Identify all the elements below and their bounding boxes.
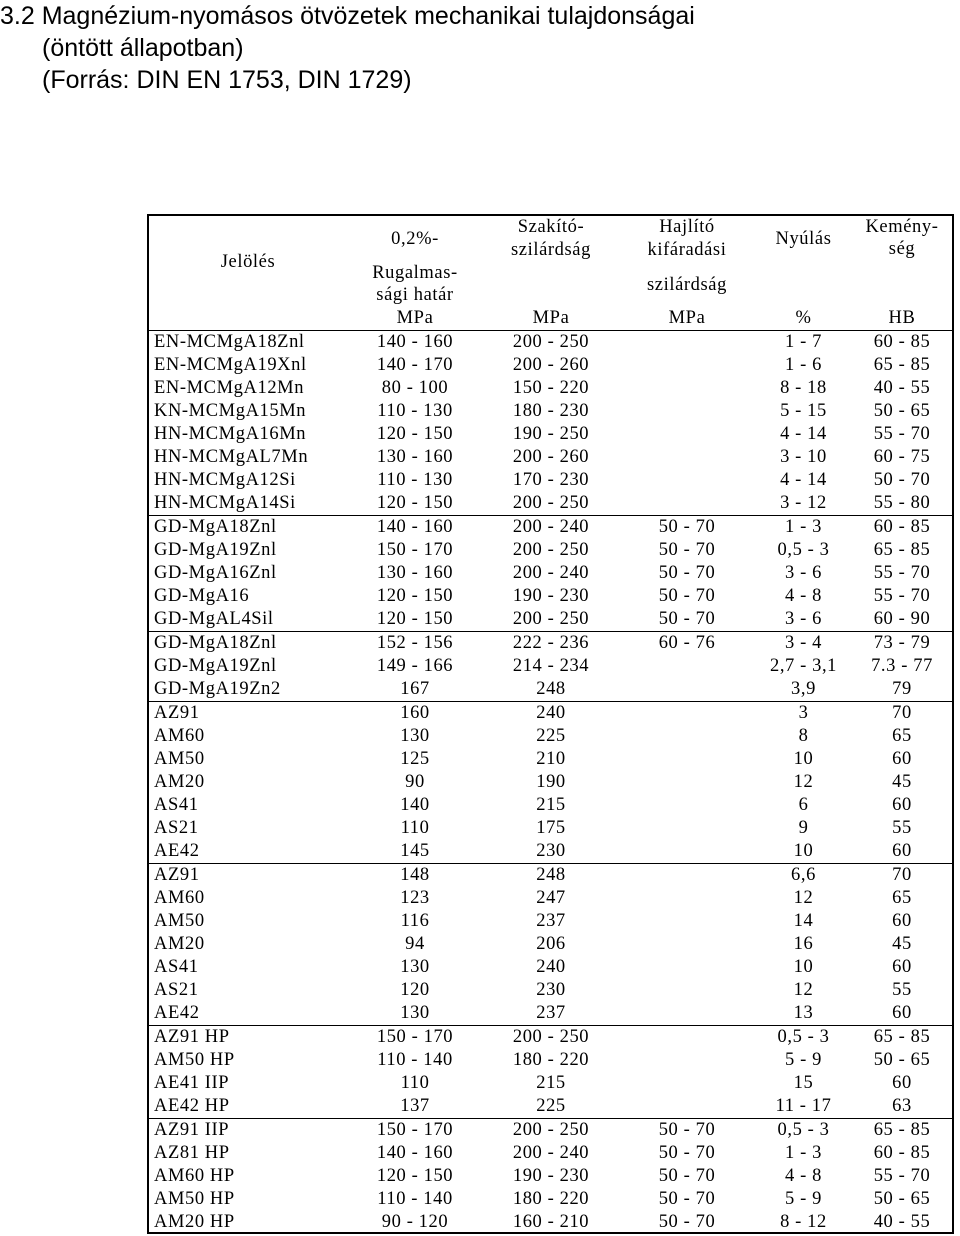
cell-fatigue-strength (619, 1072, 755, 1095)
cell-hardness: 65 - 85 (873, 355, 931, 375)
cell-hardness: 60 (892, 749, 912, 769)
cell-hardness: 40 - 55 (873, 1212, 931, 1232)
table-row (149, 1049, 952, 1072)
cell-yield-strength: 94 (405, 934, 425, 954)
cell-designation: GD-MgA19Znl (154, 540, 277, 560)
cell-yield-strength: 110 - 130 (377, 401, 453, 421)
cell-tensile-strength: 230 (536, 980, 566, 1000)
header-hajlito-bottom: szilárdság (647, 274, 727, 295)
cell-elongation: 3 - 6 (785, 609, 822, 629)
cell-designation: AM50 HP (154, 1050, 235, 1070)
cell-designation: AZ81 HP (154, 1143, 230, 1163)
cell-designation: EN-MCMgA12Mn (154, 378, 305, 398)
cell-designation: AM50 HP (154, 1189, 235, 1209)
cell-designation: AE41 IIP (154, 1073, 230, 1093)
unit-nyulas: % (755, 308, 852, 331)
cell-tensile-strength: 200 - 250 (483, 1119, 619, 1143)
table-row (149, 933, 952, 956)
cell-yield-strength: 130 - 160 (376, 447, 454, 467)
cell-designation: HN-MCMgA14Si (154, 493, 296, 513)
cell-tensile-strength: 200 - 240 (512, 563, 590, 583)
cell-elongation: 10 (793, 841, 814, 861)
cell-tensile-strength: 200 - 240 (483, 516, 619, 540)
cell-elongation: 3,9 (791, 679, 816, 699)
cell-tensile-strength: 210 (536, 749, 566, 769)
header-nyulas: Nyúlás (775, 229, 832, 249)
cell-hardness: 55 - 70 (873, 563, 931, 583)
cell-fatigue-strength: 50 - 70 (658, 1166, 716, 1186)
table-row (149, 1188, 952, 1211)
cell-designation: EN-MCMgA19Xnl (154, 355, 307, 375)
cell-hardness: 70 (852, 702, 952, 726)
cell-hardness: 60 - 75 (873, 447, 931, 467)
cell-hardness: 55 (892, 980, 912, 1000)
cell-tensile-strength: 200 - 250 (483, 331, 619, 355)
cell-hardness: 65 - 85 (873, 540, 931, 560)
cell-hardness: 70 (852, 864, 952, 888)
table-row (149, 1072, 952, 1095)
cell-elongation: 0,5 - 3 (777, 540, 830, 560)
cell-fatigue-strength (619, 1049, 755, 1072)
header-rugalmassagi-text: Rugalmas- sági határ (372, 263, 458, 305)
cell-elongation: 8 - 18 (780, 378, 827, 398)
cell-yield-strength: 160 (347, 702, 483, 726)
cell-tensile-strength: 200 - 250 (512, 540, 590, 560)
table-row (149, 864, 952, 888)
cell-hardness: 7.3 - 77 (871, 656, 933, 676)
table-row (149, 1142, 952, 1165)
cell-tensile-strength: 180 - 230 (512, 401, 590, 421)
table-body (149, 331, 952, 1235)
cell-tensile-strength: 190 - 230 (512, 586, 590, 606)
cell-hardness: 60 - 90 (873, 609, 931, 629)
cell-yield-strength: 120 - 150 (376, 1166, 454, 1186)
table-row (149, 794, 952, 817)
cell-yield-strength: 120 - 150 (376, 586, 454, 606)
cell-elongation: 12 (793, 980, 814, 1000)
cell-yield-strength: 167 (400, 679, 430, 699)
cell-tensile-strength: 190 - 230 (512, 1166, 590, 1186)
cell-yield-strength: 110 - 140 (377, 1050, 453, 1070)
cell-tensile-strength: 200 - 250 (483, 1026, 619, 1050)
cell-hardness: 45 (892, 934, 912, 954)
cell-hardness: 65 (892, 888, 912, 908)
cell-fatigue-strength: 50 - 70 (619, 1119, 755, 1143)
header-kemenyseg (852, 216, 952, 308)
cell-elongation: 4 - 14 (780, 424, 827, 444)
unit-kemenyseg: HB (852, 308, 952, 331)
cell-designation: GD-MgAL4Sil (154, 609, 274, 629)
cell-designation: AM20 HP (154, 1212, 235, 1232)
table-row (149, 1165, 952, 1188)
cell-tensile-strength: 200 - 250 (512, 609, 590, 629)
table-row (149, 632, 952, 656)
table-row (149, 400, 952, 423)
cell-elongation: 8 - 12 (780, 1212, 827, 1232)
cell-fatigue-strength (619, 354, 755, 377)
cell-fatigue-strength (619, 1095, 755, 1119)
header-hajlito-top (619, 216, 755, 262)
table-row (149, 1095, 952, 1119)
cell-yield-strength: 120 - 150 (376, 493, 454, 513)
cell-yield-strength: 140 - 160 (347, 516, 483, 540)
table-row (149, 725, 952, 748)
cell-designation: AM20 (154, 772, 205, 792)
cell-elongation: 5 - 15 (780, 401, 827, 421)
cell-yield-strength: 110 (400, 1073, 430, 1093)
cell-tensile-strength: 248 (536, 679, 566, 699)
cell-hardness: 60 (892, 911, 912, 931)
cell-hardness: 50 - 65 (873, 1189, 931, 1209)
table-row (149, 1026, 952, 1050)
cell-yield-strength: 145 (400, 841, 430, 861)
cell-tensile-strength: 200 - 260 (512, 447, 590, 467)
page-title: 3.2 Magnézium-nyomásos ötvözetek mechanikai tulajdonságai (0, 2, 695, 30)
cell-yield-strength: 110 - 140 (377, 1189, 453, 1209)
table-row (149, 702, 952, 726)
cell-designation: AZ91 IIP (149, 1119, 347, 1143)
table-row (149, 585, 952, 608)
cell-fatigue-strength (619, 446, 755, 469)
cell-tensile-strength: 247 (536, 888, 566, 908)
cell-tensile-strength: 190 - 250 (512, 424, 590, 444)
cell-designation: AS41 (154, 795, 199, 815)
cell-fatigue-strength: 50 - 70 (658, 1143, 716, 1163)
table-row (149, 446, 952, 469)
cell-designation: KN-MCMgA15Mn (154, 401, 307, 421)
cell-hardness: 55 - 80 (873, 493, 931, 513)
table-row (149, 377, 952, 400)
cell-fatigue-strength (619, 702, 755, 726)
cell-hardness: 65 - 85 (852, 1119, 952, 1143)
table-row (149, 516, 952, 540)
cell-tensile-strength: 215 (536, 795, 566, 815)
cell-fatigue-strength (619, 1026, 755, 1050)
cell-tensile-strength: 160 - 210 (512, 1212, 590, 1232)
cell-designation: HN-MCMgA12Si (154, 470, 296, 490)
cell-yield-strength: 149 - 166 (376, 656, 454, 676)
cell-fatigue-strength: 50 - 70 (658, 540, 716, 560)
table-row (149, 910, 952, 933)
cell-elongation: 4 - 8 (785, 586, 822, 606)
table-row (149, 678, 952, 702)
cell-hardness: 65 - 85 (852, 1026, 952, 1050)
unit-szakito: MPa (483, 308, 619, 331)
cell-yield-strength: 116 (400, 911, 430, 931)
cell-designation: AM60 (154, 888, 205, 908)
cell-yield-strength: 120 (400, 980, 430, 1000)
cell-fatigue-strength (619, 400, 755, 423)
cell-designation: AM50 (154, 749, 205, 769)
header-jeloles: Jelölés (220, 251, 276, 272)
cell-designation: GD-MgA19Znl (154, 656, 277, 676)
cell-fatigue-strength (619, 979, 755, 1002)
cell-designation: AZ91 (149, 702, 347, 726)
cell-tensile-strength: 190 (536, 772, 566, 792)
cell-tensile-strength: 237 (536, 1003, 566, 1023)
table-row (149, 979, 952, 1002)
cell-designation: AE42 (154, 1003, 200, 1023)
cell-designation: AZ91 HP (149, 1026, 347, 1050)
cell-fatigue-strength (619, 678, 755, 702)
cell-yield-strength: 148 (347, 864, 483, 888)
cell-tensile-strength: 200 - 240 (512, 1143, 590, 1163)
header-kemenyseg-text: Kemény- ség (865, 217, 939, 259)
cell-fatigue-strength (619, 910, 755, 933)
table-row (149, 840, 952, 864)
cell-elongation: 9 (798, 818, 809, 838)
table-row (149, 608, 952, 632)
cell-yield-strength: 110 - 130 (377, 470, 453, 490)
cell-fatigue-strength (619, 377, 755, 400)
unit-rugalmassagi: MPa (347, 308, 483, 331)
cell-yield-strength: 125 (400, 749, 430, 769)
cell-elongation: 0,5 - 3 (755, 1026, 852, 1050)
table-row (149, 492, 952, 516)
cell-yield-strength: 150 - 170 (376, 540, 454, 560)
cell-designation: AM60 (154, 726, 205, 746)
cell-elongation: 4 - 14 (780, 470, 827, 490)
cell-designation: EN-MCMgA18Znl (149, 331, 347, 355)
cell-elongation: 10 (793, 957, 814, 977)
table-row (149, 817, 952, 840)
cell-fatigue-strength (619, 331, 755, 355)
cell-hardness: 60 (892, 1073, 912, 1093)
cell-tensile-strength: 225 (536, 726, 566, 746)
cell-elongation: 12 (793, 888, 814, 908)
table-row (149, 1119, 952, 1143)
header-rugalmassagi-bottom (347, 262, 483, 308)
cell-tensile-strength: 170 - 230 (512, 470, 590, 490)
cell-fatigue-strength (619, 423, 755, 446)
cell-fatigue-strength (619, 655, 755, 678)
cell-tensile-strength: 200 - 260 (512, 355, 590, 375)
table-row (149, 1211, 952, 1234)
cell-tensile-strength: 248 (483, 864, 619, 888)
cell-fatigue-strength (619, 864, 755, 888)
cell-tensile-strength: 237 (536, 911, 566, 931)
cell-elongation: 15 (793, 1073, 814, 1093)
cell-yield-strength: 120 - 150 (376, 609, 454, 629)
cell-tensile-strength: 180 - 220 (512, 1189, 590, 1209)
cell-elongation: 13 (793, 1003, 814, 1023)
cell-elongation: 5 - 9 (785, 1050, 822, 1070)
cell-yield-strength: 120 - 150 (376, 424, 454, 444)
cell-designation: GD-MgA19Zn2 (154, 679, 281, 699)
table-row (149, 423, 952, 446)
cell-fatigue-strength (619, 492, 755, 516)
cell-elongation: 3 - 12 (780, 493, 827, 513)
cell-hardness: 73 - 79 (852, 632, 952, 656)
cell-elongation: 3 - 4 (755, 632, 852, 656)
cell-hardness: 60 - 85 (852, 331, 952, 355)
cell-elongation: 1 - 3 (785, 1143, 822, 1163)
cell-tensile-strength: 200 - 250 (512, 493, 590, 513)
cell-fatigue-strength (619, 840, 755, 864)
cell-yield-strength: 80 - 100 (381, 378, 449, 398)
cell-elongation: 5 - 9 (785, 1189, 822, 1209)
table-row (149, 771, 952, 794)
cell-fatigue-strength: 50 - 70 (658, 1212, 716, 1232)
cell-elongation: 10 (793, 749, 814, 769)
table-row (149, 748, 952, 771)
table-row (149, 469, 952, 492)
cell-tensile-strength: 214 - 234 (512, 656, 590, 676)
units-row (149, 308, 952, 331)
cell-hardness: 55 - 70 (873, 1166, 931, 1186)
cell-elongation: 3 - 10 (780, 447, 827, 467)
cell-fatigue-strength (619, 933, 755, 956)
cell-fatigue-strength (619, 817, 755, 840)
cell-yield-strength: 130 (400, 1003, 430, 1023)
cell-elongation: 11 - 17 (775, 1096, 832, 1116)
page-subtitle-state: (öntött állapotban) (42, 34, 244, 62)
cell-hardness: 50 - 65 (873, 401, 931, 421)
cell-hardness: 55 - 70 (873, 424, 931, 444)
cell-hardness: 60 - 85 (852, 516, 952, 540)
cell-elongation: 14 (793, 911, 814, 931)
unit-jeloles (149, 308, 347, 331)
cell-designation: GD-MgA18Znl (149, 632, 347, 656)
table-row (149, 562, 952, 585)
cell-designation: AM20 (154, 934, 205, 954)
unit-hajlito: MPa (619, 308, 755, 331)
cell-fatigue-strength: 50 - 70 (658, 586, 716, 606)
page-subtitle-source: (Forrás: DIN EN 1753, DIN 1729) (42, 66, 412, 94)
cell-elongation: 6,6 (755, 864, 852, 888)
header-hajlito-text: Hajlító kifáradási (647, 217, 727, 260)
cell-elongation: 1 - 3 (755, 516, 852, 540)
cell-elongation: 6 (798, 795, 809, 815)
header-rugalmassagi-top: 0,2%- (391, 228, 439, 249)
cell-hardness: 55 - 70 (873, 586, 931, 606)
cell-tensile-strength: 222 - 236 (483, 632, 619, 656)
header-szakito-text: Szakító- szilárdság (511, 217, 591, 260)
cell-hardness: 45 (892, 772, 912, 792)
table-row (149, 956, 952, 979)
cell-yield-strength: 150 - 170 (347, 1119, 483, 1143)
cell-yield-strength: 130 (400, 957, 430, 977)
cell-elongation: 0,5 - 3 (755, 1119, 852, 1143)
cell-designation: AM50 (154, 911, 205, 931)
cell-yield-strength: 130 - 160 (376, 563, 454, 583)
cell-designation: AE42 (154, 841, 200, 861)
cell-fatigue-strength (619, 748, 755, 771)
cell-elongation: 3 - 6 (785, 563, 822, 583)
cell-fatigue-strength (619, 956, 755, 979)
cell-designation: AZ91 (149, 864, 347, 888)
cell-fatigue-strength: 60 - 76 (619, 632, 755, 656)
cell-elongation: 1 - 7 (755, 331, 852, 355)
cell-fatigue-strength (619, 725, 755, 748)
cell-elongation: 2,7 - 3,1 (769, 656, 838, 676)
cell-elongation: 16 (793, 934, 814, 954)
table-row (149, 539, 952, 562)
cell-yield-strength: 140 - 170 (376, 355, 454, 375)
cell-hardness: 60 (892, 795, 912, 815)
cell-yield-strength: 140 - 160 (376, 1143, 454, 1163)
cell-yield-strength: 140 - 160 (347, 331, 483, 355)
cell-hardness: 55 (892, 818, 912, 838)
cell-yield-strength: 123 (400, 888, 430, 908)
cell-hardness: 50 - 65 (873, 1050, 931, 1070)
cell-yield-strength: 90 (405, 772, 425, 792)
cell-fatigue-strength (619, 469, 755, 492)
cell-hardness: 50 - 70 (873, 470, 931, 490)
cell-yield-strength: 110 (400, 818, 430, 838)
cell-tensile-strength: 240 (483, 702, 619, 726)
cell-tensile-strength: 230 (536, 841, 566, 861)
cell-designation: GD-MgA18Znl (149, 516, 347, 540)
cell-hardness: 79 (892, 679, 912, 699)
cell-tensile-strength: 225 (536, 1096, 566, 1116)
cell-fatigue-strength: 50 - 70 (658, 563, 716, 583)
cell-elongation: 1 - 6 (785, 355, 822, 375)
cell-hardness: 60 (892, 1003, 912, 1023)
cell-designation: AS41 (154, 957, 199, 977)
cell-yield-strength: 130 (400, 726, 430, 746)
cell-hardness: 65 (892, 726, 912, 746)
table-row (149, 655, 952, 678)
cell-yield-strength: 152 - 156 (347, 632, 483, 656)
cell-yield-strength: 150 - 170 (347, 1026, 483, 1050)
cell-fatigue-strength (619, 1002, 755, 1026)
cell-tensile-strength: 240 (536, 957, 566, 977)
cell-hardness: 63 (892, 1096, 912, 1116)
cell-designation: HN-MCMgAL7Mn (154, 447, 309, 467)
page-heading (0, 0, 695, 96)
cell-yield-strength: 140 (400, 795, 430, 815)
cell-hardness: 60 - 85 (873, 1143, 931, 1163)
cell-hardness: 60 (892, 841, 912, 861)
cell-designation: HN-MCMgA16Mn (154, 424, 307, 444)
cell-elongation: 8 (798, 726, 809, 746)
cell-fatigue-strength: 50 - 70 (619, 516, 755, 540)
cell-designation: GD-MgA16Znl (154, 563, 277, 583)
cell-tensile-strength: 180 - 220 (512, 1050, 590, 1070)
cell-designation: AE42 HP (154, 1096, 230, 1116)
cell-designation: AS21 (154, 818, 199, 838)
cell-hardness: 60 (892, 957, 912, 977)
table-row (149, 331, 952, 355)
table-row (149, 887, 952, 910)
cell-designation: AS21 (154, 980, 199, 1000)
table-row (149, 1002, 952, 1026)
cell-fatigue-strength (619, 771, 755, 794)
cell-fatigue-strength: 50 - 70 (658, 609, 716, 629)
cell-yield-strength: 137 (400, 1096, 430, 1116)
cell-fatigue-strength (619, 887, 755, 910)
cell-fatigue-strength: 50 - 70 (658, 1189, 716, 1209)
cell-elongation: 12 (793, 772, 814, 792)
cell-hardness: 40 - 55 (873, 378, 931, 398)
cell-elongation: 4 - 8 (785, 1166, 822, 1186)
header-szakitoszilardsag (483, 216, 619, 308)
cell-elongation: 3 (755, 702, 852, 726)
cell-fatigue-strength (619, 794, 755, 817)
table-row (149, 354, 952, 377)
cell-tensile-strength: 215 (536, 1073, 566, 1093)
cell-yield-strength: 90 - 120 (381, 1212, 449, 1232)
cell-tensile-strength: 150 - 220 (512, 378, 590, 398)
cell-tensile-strength: 175 (536, 818, 566, 838)
cell-tensile-strength: 206 (536, 934, 566, 954)
cell-designation: AM60 HP (154, 1166, 235, 1186)
properties-table (147, 214, 954, 1234)
cell-designation: GD-MgA16 (154, 586, 250, 606)
